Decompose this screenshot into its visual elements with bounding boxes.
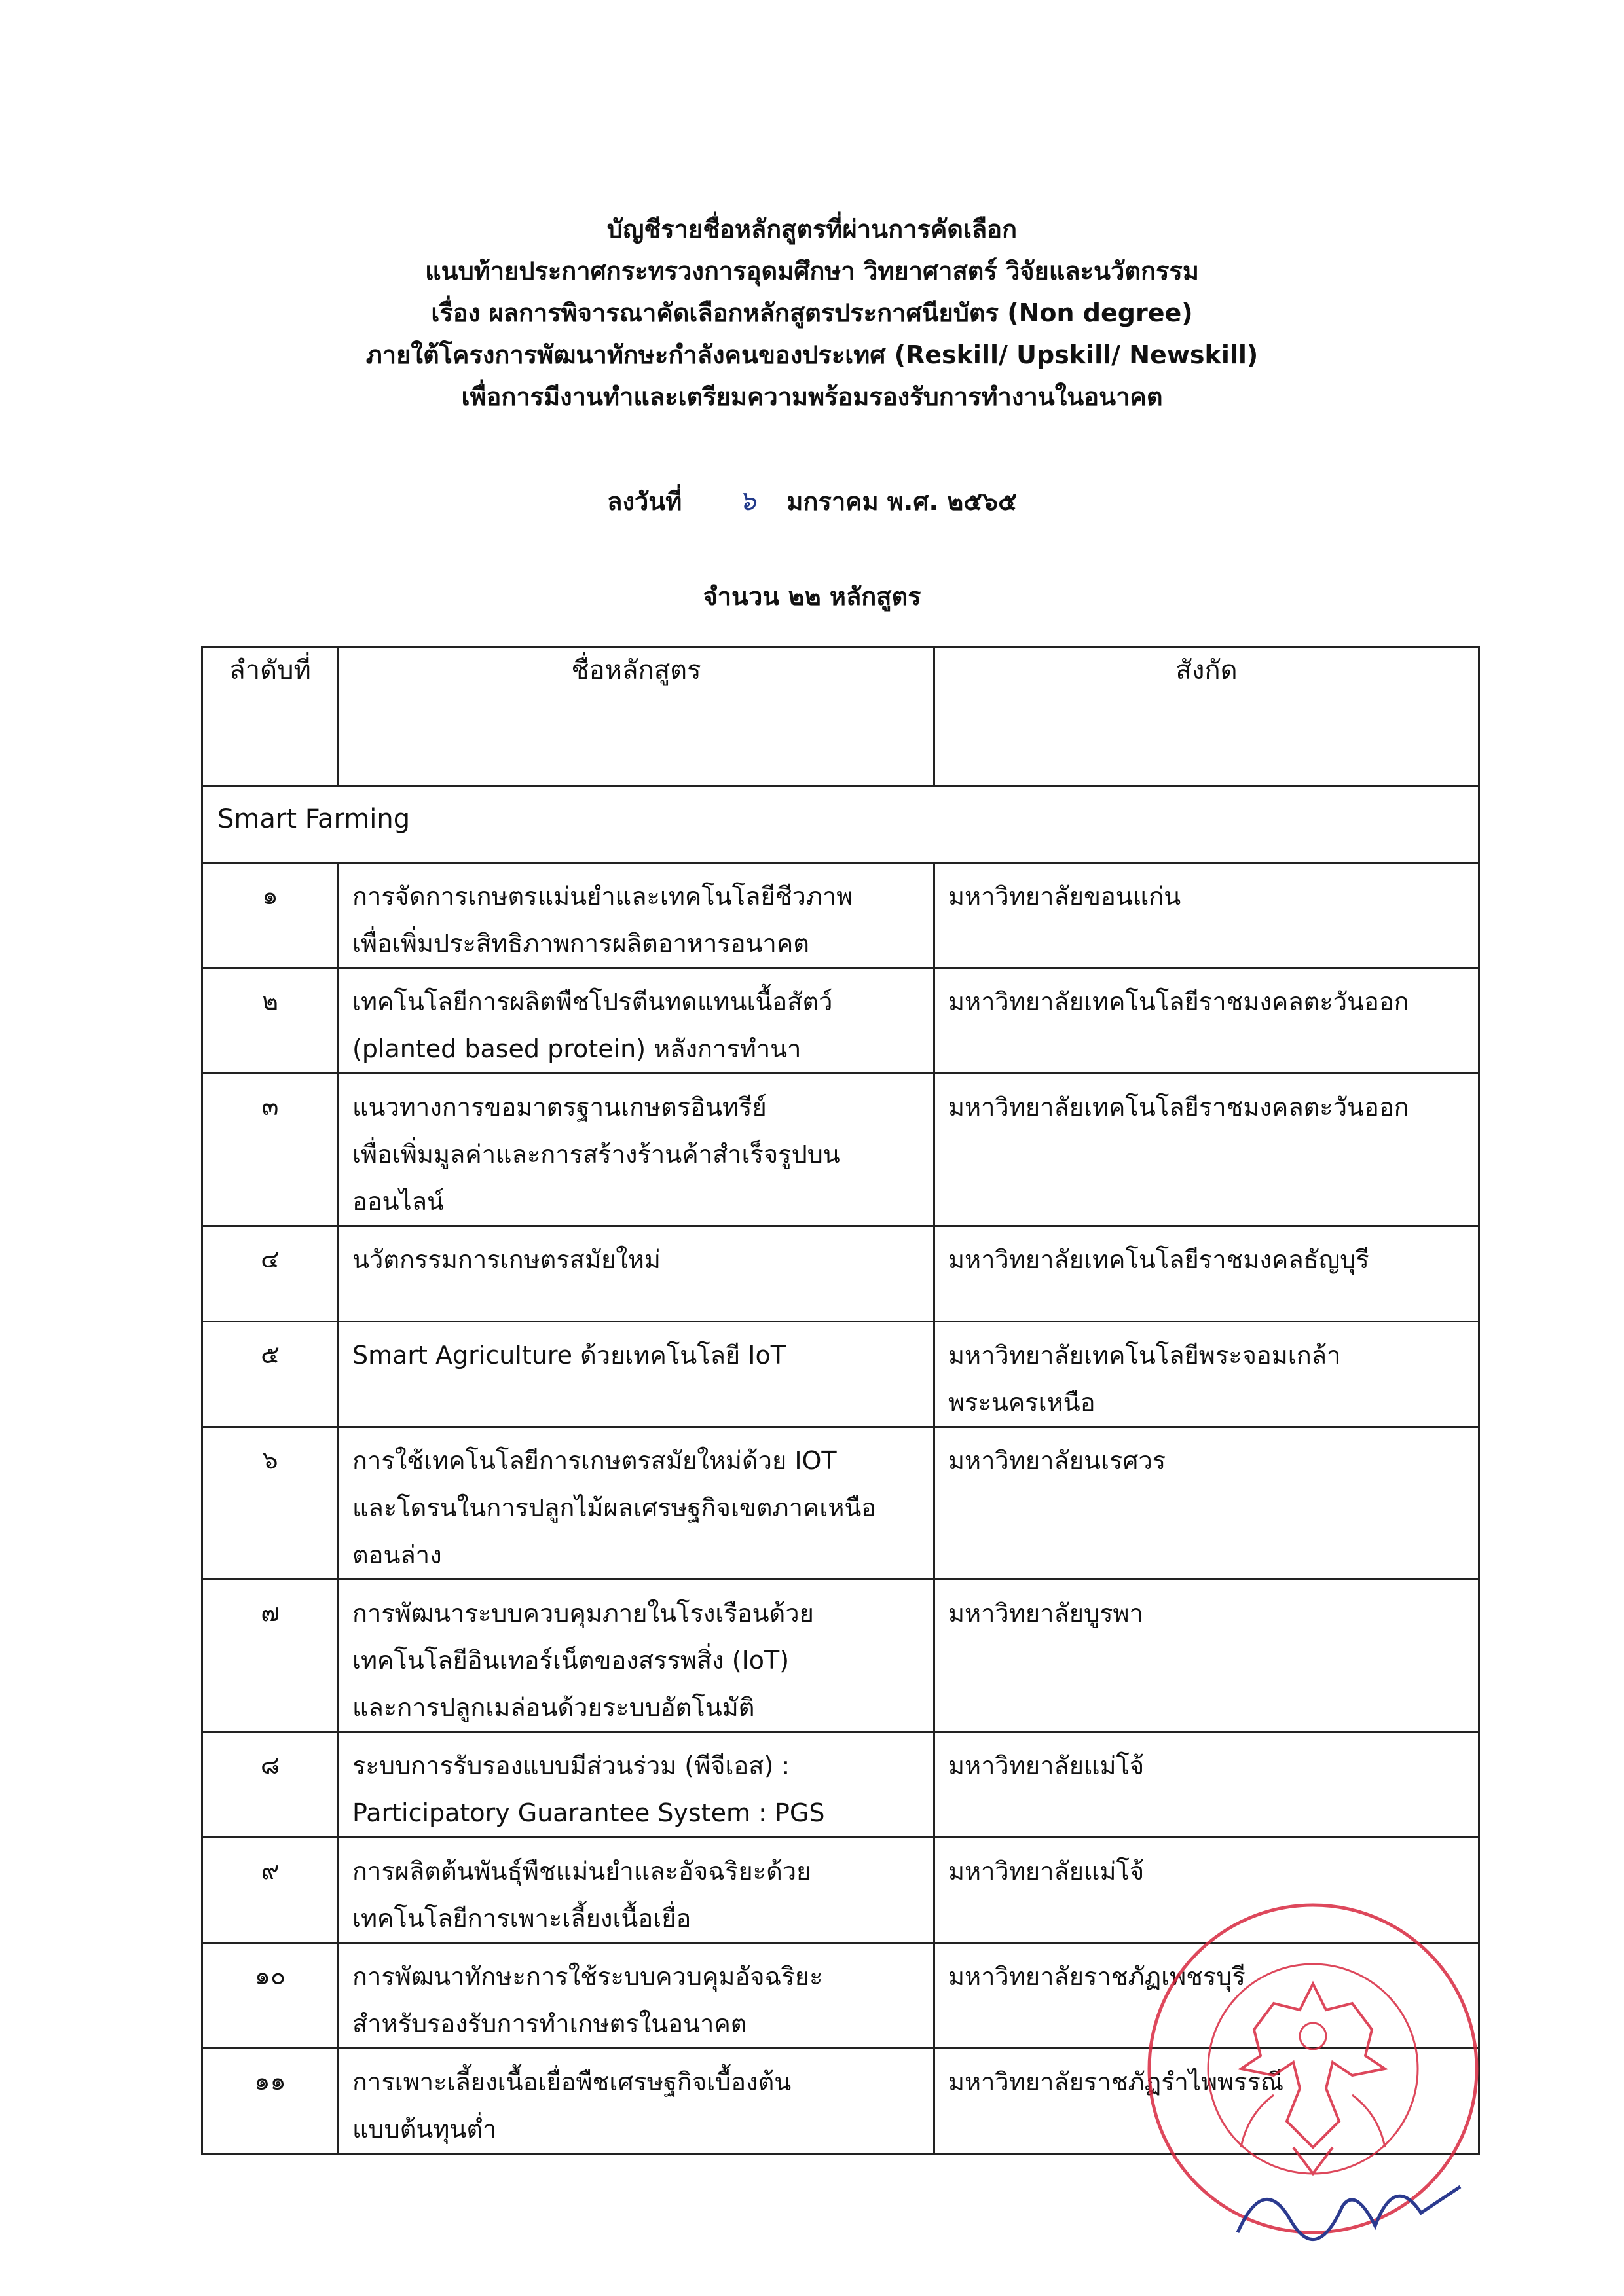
course-name (339, 968, 934, 1074)
row-number: ๖ (202, 1427, 339, 1580)
affiliation (934, 1580, 1479, 1732)
course-name-line: นวัตกรรมการเกษตรสมัยใหม่ (352, 1245, 661, 1274)
section-title: Smart Farming (202, 786, 1479, 863)
row-number: ๘ (202, 1732, 339, 1838)
affiliation-line: มหาวิทยาลัยขอนแก่น (948, 882, 1181, 911)
affiliation (934, 1074, 1479, 1226)
date-month-year: มกราคม พ.ศ. ๒๕๖๕ (786, 487, 1017, 516)
affiliation-line: มหาวิทยาลัยเทคโนโลยีพระจอมเกล้า (948, 1341, 1341, 1370)
table-row (202, 1732, 1479, 1838)
row-number: ๙ (202, 1838, 339, 1943)
table-row (202, 1074, 1479, 1226)
signature-icon (1225, 2160, 1473, 2252)
course-name-line: การเพาะเลี้ยงเนื้อเยื่อพืชเศรษฐกิจเบื้องต้น (352, 2068, 792, 2096)
row-number: ๒ (202, 968, 339, 1074)
affiliation (934, 1322, 1479, 1427)
row-number: ๑๐ (202, 1943, 339, 2049)
row-number: ๕ (202, 1322, 339, 1427)
course-name-line: เพื่อเพิ่มประสิทธิภาพการผลิตอาหารอนาคต (352, 929, 809, 958)
affiliation (934, 863, 1479, 968)
course-name-line: การผลิตต้นพันธุ์พืชแม่นยำและอัจฉริยะด้วย (352, 1857, 811, 1886)
course-name-line: การจัดการเกษตรแม่นยำและเทคโนโลยีชีวภาพ (352, 882, 853, 911)
header-line-4: ภายใต้โครงการพัฒนาทักษะกำลังคนของประเทศ (Reskill/ Upskill/ Newskill) (365, 340, 1259, 369)
affiliation-line: มหาวิทยาลัยราชภัฏรำไพพรรณี (948, 2068, 1284, 2096)
affiliation-line: มหาวิทยาลัยแม่โจ้ (948, 1857, 1145, 1886)
affiliation-line: มหาวิทยาลัยนเรศวร (948, 1446, 1166, 1475)
course-name (339, 1580, 934, 1732)
course-name-line: เทคโนโลยีอินเทอร์เน็ตของสรรพสิ่ง (IoT) (352, 1646, 790, 1675)
course-name-line: Participatory Guarantee System : PGS (352, 1798, 825, 1827)
affiliation (934, 1732, 1479, 1838)
affiliation (934, 968, 1479, 1074)
course-name-line: เทคโนโลยีการผลิตพืชโปรตีนทดแทนเนื้อสัตว์ (352, 987, 833, 1016)
course-name-line: การพัฒนาระบบควบคุมภายในโรงเรือนด้วย (352, 1599, 814, 1628)
affiliation (934, 1427, 1479, 1580)
course-name-line: ระบบการรับรองแบบมีส่วนร่วม (พีจีเอส) : (352, 1751, 790, 1780)
affiliation-line: มหาวิทยาลัยแม่โจ้ (948, 1751, 1145, 1780)
affiliation-line: มหาวิทยาลัยเทคโนโลยีราชมงคลตะวันออก (948, 987, 1409, 1016)
document-header (0, 208, 1624, 418)
affiliation-line: มหาวิทยาลัยราชภัฏเพชรบุรี (948, 1962, 1246, 1991)
row-number: ๑๑ (202, 2049, 339, 2154)
course-name-line: (planted based protein) หลังการทำนา (352, 1034, 802, 1063)
header-line-1: บัญชีรายชื่อหลักสูตรที่ผ่านการคัดเลือก (606, 215, 1018, 244)
row-number: ๗ (202, 1580, 339, 1732)
affiliation-line: มหาวิทยาลัยเทคโนโลยีราชมงคลตะวันออก (948, 1093, 1409, 1121)
table-row (202, 1226, 1479, 1322)
table-header-row (202, 647, 1479, 786)
date-line (0, 479, 1624, 522)
row-number: ๔ (202, 1226, 339, 1322)
course-name-line: ออนไลน์ (352, 1187, 444, 1216)
affiliation-line: พระนครเหนือ (948, 1388, 1096, 1417)
course-name-line: การใช้เทคโนโลยีการเกษตรสมัยใหม่ด้วย IOT (352, 1446, 837, 1475)
table-row (202, 968, 1479, 1074)
course-name-line: และโดรนในการปลูกไม้ผลเศรษฐกิจเขตภาคเหนือ (352, 1493, 877, 1522)
course-name (339, 1074, 934, 1226)
course-name (339, 1838, 934, 1943)
header-line-3: เรื่อง ผลการพิจารณาคัดเลือกหลักสูตรประกาศนียบัตร (Non degree) (431, 299, 1193, 327)
course-name (339, 1226, 934, 1322)
table-row (202, 1580, 1479, 1732)
row-number: ๓ (202, 1074, 339, 1226)
affiliation-line: มหาวิทยาลัยบูรพา (948, 1599, 1143, 1628)
col-header-course-name: ชื่อหลักสูตร (339, 647, 934, 786)
course-name-line: Smart Agriculture ด้วยเทคโนโลยี IoT (352, 1341, 786, 1370)
course-name-line: เทคโนโลยีการเพาะเลี้ยงเนื้อเยื่อ (352, 1904, 692, 1933)
course-name (339, 1427, 934, 1580)
course-name-line: แบบต้นทุนต่ำ (352, 2115, 497, 2143)
affiliation-line: มหาวิทยาลัยเทคโนโลยีราชมงคลธัญบุรี (948, 1245, 1369, 1274)
course-name-line: และการปลูกเมล่อนด้วยระบบอัตโนมัติ (352, 1693, 755, 1722)
course-name-line: การพัฒนาทักษะการใช้ระบบควบคุมอัจฉริยะ (352, 1962, 823, 1991)
section-row (202, 786, 1479, 863)
date-prefix: ลงวันที่ (607, 487, 682, 516)
course-name-line: ตอนล่าง (352, 1540, 442, 1569)
course-name (339, 2049, 934, 2154)
affiliation (934, 1226, 1479, 1322)
row-number: ๑ (202, 863, 339, 968)
col-header-affiliation: สังกัด (934, 647, 1479, 786)
col-header-number: ลำดับที่ (202, 647, 339, 786)
course-name (339, 863, 934, 968)
date-day: ๖ (739, 484, 756, 517)
course-name-line: เพื่อเพิ่มมูลค่าและการสร้างร้านค้าสำเร็จรูปบน (352, 1140, 840, 1169)
course-name (339, 1732, 934, 1838)
course-name-line: แนวทางการขอมาตรฐานเกษตรอินทรีย์ (352, 1093, 767, 1121)
course-name (339, 1322, 934, 1427)
course-name (339, 1943, 934, 2049)
table-row (202, 1322, 1479, 1427)
course-name-line: สำหรับรองรับการทำเกษตรในอนาคต (352, 2009, 747, 2038)
table-row (202, 863, 1479, 968)
header-line-2: แนบท้ายประกาศกระทรวงการอุดมศึกษา วิทยาศาสตร์ วิจัยและนวัตกรรม (425, 257, 1199, 285)
table-row (202, 1427, 1479, 1580)
header-line-5: เพื่อการมีงานทำและเตรียมความพร้อมรองรับการทำงานในอนาคต (461, 382, 1163, 411)
course-count: จำนวน ๒๒ หลักสูตร (703, 582, 921, 611)
